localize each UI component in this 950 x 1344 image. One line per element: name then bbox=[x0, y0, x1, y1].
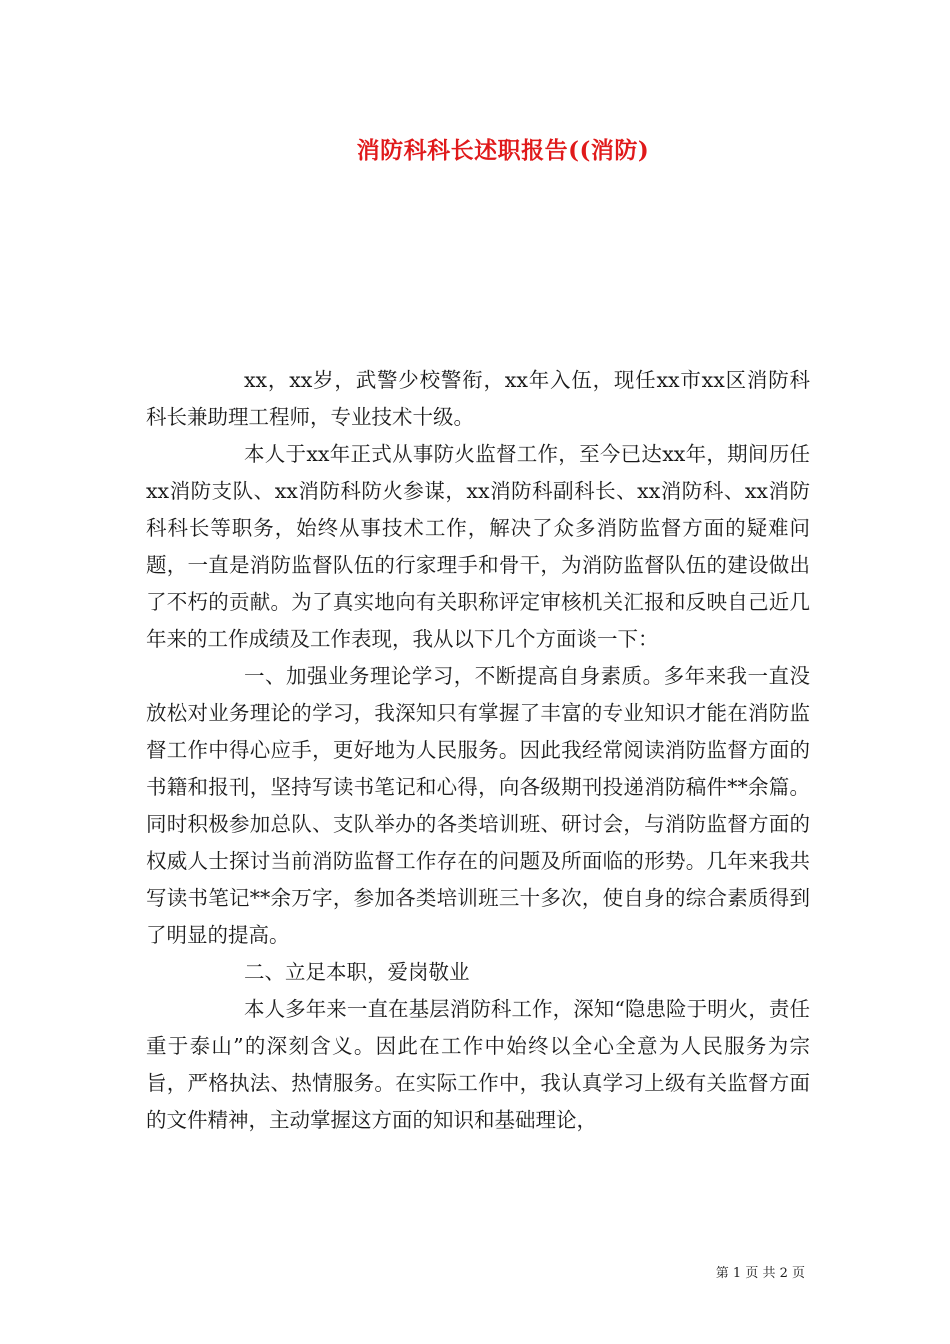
paragraph-section-1: 一、加强业务理论学习，不断提高自身素质。多年来我一直没放松对业务理论的学习，我深知只有掌握了丰富的专业知识才能在消防监督工作中得心应手，更好地为人民服务。因此我经常阅读消防监督方面的书籍和报刊，坚持写读书笔记和心得，向各级期刊投递消防稿件**余篇。同时积极参加总队、支队举办的各类培训班、研讨会，与消防监督方面的权威人士探讨当前消防监督工作存在的问题及所面临的形势。几年来我共写读书笔记**余万字，参加各类培训班三十多次，使自身的综合素质得到了明显的提高。 bbox=[146, 664, 810, 947]
page-number-footer: 第 1 页 共 2 页 bbox=[715, 1266, 805, 1281]
paragraph-intro: xx，xx岁，武警少校警衔，xx年入伍，现任xx市xx区消防科科长兼助理工程师，专业技术十级。 bbox=[146, 368, 810, 429]
paragraph-career: 本人于xx年正式从事防火监督工作，至今已达xx年，期间历任xx消防支队、xx消防科防火参谋，xx消防科副科长、xx消防科、xx消防科科长等职务，始终从事技术工作，解决了众多消防监督方面的疑难问题，一直是消防监督队伍的行家理手和骨干，为消防监督队伍的建设做出了不朽的贡献。为了真实地向有关职称评定审核机关汇报和反映自己近几年来的工作成绩及工作表现，我从以下几个方面谈一下： bbox=[146, 442, 810, 651]
document-body bbox=[146, 362, 810, 1139]
document-title: 消防科科长述职报告((消防) bbox=[356, 137, 650, 164]
paragraph-section-2-body: 本人多年来一直在基层消防科工作，深知“隐患险于明火，责任重于泰山”的深刻含义。因此在工作中始终以全心全意为人民服务为宗旨，严格执法、热情服务。在实际工作中，我认真学习上级有关监督方面的文件精神，主动掌握这方面的知识和基础理论， bbox=[146, 997, 810, 1132]
paragraph-section-2-heading: 二、立足本职，爱岗敬业 bbox=[244, 960, 470, 984]
